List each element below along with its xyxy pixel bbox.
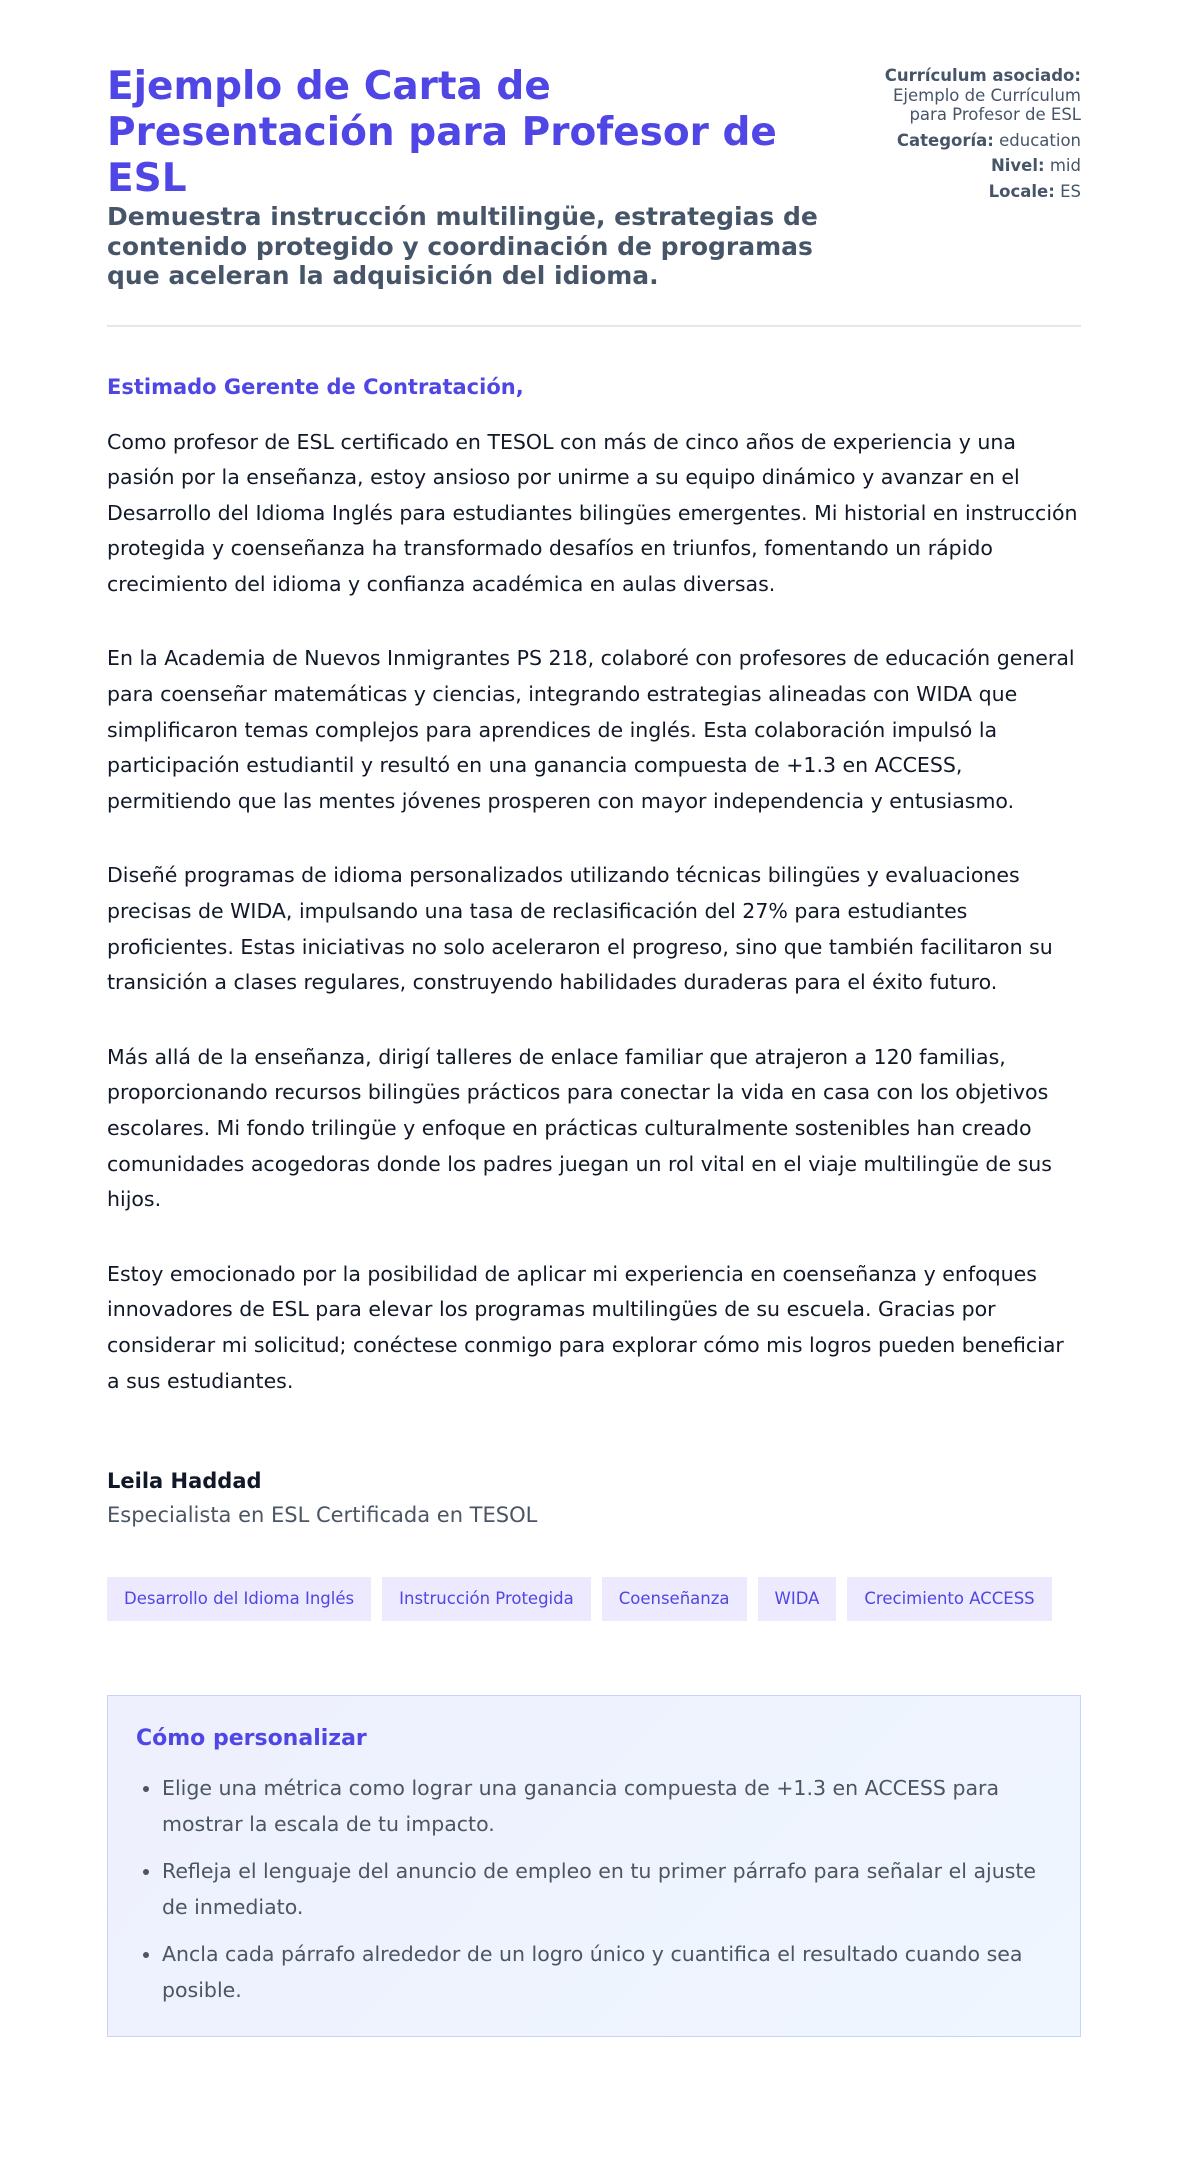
header <box>107 64 1081 291</box>
letter-paragraph: Estoy emocionado por la posibilidad de aplicar mi experiencia en coenseñanza y enfoques innovadores de ESL para elevar los programas multilingües de su escuela. Gracias por considerar mi solicitud; conéctese conmigo para explorar cómo mis logros pueden beneficiar a sus estudiantes. <box>107 1261 1064 1393</box>
meta-category <box>851 131 1081 151</box>
tag: Crecimiento ACCESS <box>847 1577 1051 1621</box>
signature-name: Leila Haddad <box>107 1469 262 1494</box>
tag: Instrucción Protegida <box>382 1577 591 1621</box>
meta-locale <box>851 182 1081 202</box>
tip-item: • Refleja el lenguaje del anuncio de empleo en tu primer párrafo para señalar el ajuste de inmediato. <box>162 1854 1052 1925</box>
meta-panel <box>851 66 1081 207</box>
meta-level <box>851 156 1081 176</box>
greeting: Estimado Gerente de Contratación, <box>107 374 524 399</box>
meta-resume-value[interactable]: Ejemplo de Currículum para Profesor de ESL <box>893 85 1081 124</box>
letter-paragraph: En la Academia de Nuevos Inmigrantes PS 218, colaboré con profesores de educación general para coenseñar matemáticas y ciencias, integrando estrategias alineadas con WIDA que simplificaron temas complejos para aprendices de inglés. Esta colaboración impulsó la participación estudiantil y resultó en una ganancia compuesta de +1.3 en ACCESS, permitiendo que las mentes jóvenes prosperen con mayor independencia y entusiasmo. <box>107 646 1075 813</box>
divider <box>107 325 1081 327</box>
letter-paragraph: Diseñé programas de idioma personalizados utilizando técnicas bilingües y evaluaciones precisas de WIDA, impulsando una tasa de reclasificación del 27% para estudiantes proficientes. Estas iniciativas no solo aceleraron el progreso, sino que también facilitaron su transición a clases regulares, construyendo habilidades duraderas para el éxito futuro. <box>107 863 1053 995</box>
title-block <box>107 64 837 291</box>
tip-item: • Ancla cada párrafo alrededor de un logro único y cuantifica el resultado cuando sea posible. <box>162 1937 1052 2008</box>
page-subtitle: Demuestra instrucción multilingüe, estrategias de contenido protegido y coordinación de programas que aceleran la adquisición del idioma. <box>107 202 818 290</box>
meta-level-label: Nivel: <box>990 156 1045 175</box>
meta-category-label: Categoría: <box>896 130 994 150</box>
meta-locale-value: ES <box>1060 181 1081 201</box>
meta-level-value: mid <box>1049 156 1081 175</box>
page-title: Ejemplo de Carta de Presentación para Profesor de ESL <box>107 64 777 201</box>
signature-title: Especialista en ESL Certificada en TESOL <box>107 1503 538 1528</box>
letter-body <box>107 375 1081 1528</box>
meta-category-value: education <box>999 130 1081 150</box>
letter-paragraph: Más allá de la enseñanza, dirigí talleres de enlace familiar que atrajeron a 120 familias, proporcionando recursos bilingües prácticos para conectar la vida en casa con los objetivos escolares. Mi fondo trilingüe y enfoque en prácticas culturalmente sostenibles han creado comunidades acogedoras donde los padres juegan un rol vital en el viaje multilingüe de sus hijos. <box>107 1044 1052 1212</box>
tag: WIDA <box>758 1577 837 1621</box>
meta-locale-label: Locale: <box>988 181 1055 201</box>
letter-paragraph: Como profesor de ESL certificado en TESOL con más de cinco años de experiencia y una pasión por la enseñanza, estoy ansioso por unirme a su equipo dinámico y avanzar en el Desarrollo del Idioma Inglés para estudiantes bilingües emergentes. Mi historial en instrucción protegida y coenseñanza ha transformado desafíos en triunfos, fomentando un rápido crecimiento del idioma y confianza académica en aulas diversas. <box>107 429 1078 596</box>
meta-resume <box>851 66 1081 125</box>
tip-item: • Elige una métrica como lograr una ganancia compuesta de +1.3 en ACCESS para mostrar la escala de tu impacto. <box>162 1771 1052 1842</box>
tag: Desarrollo del Idioma Inglés <box>107 1577 371 1621</box>
tips-heading: Cómo personalizar <box>136 1726 367 1752</box>
customize-tips-box <box>107 1695 1081 2037</box>
tips-list <box>136 1771 1052 2008</box>
tag: Coenseñanza <box>602 1577 747 1621</box>
meta-resume-label: Currículum asociado: <box>884 66 1081 85</box>
tag-list <box>107 1577 1081 1621</box>
